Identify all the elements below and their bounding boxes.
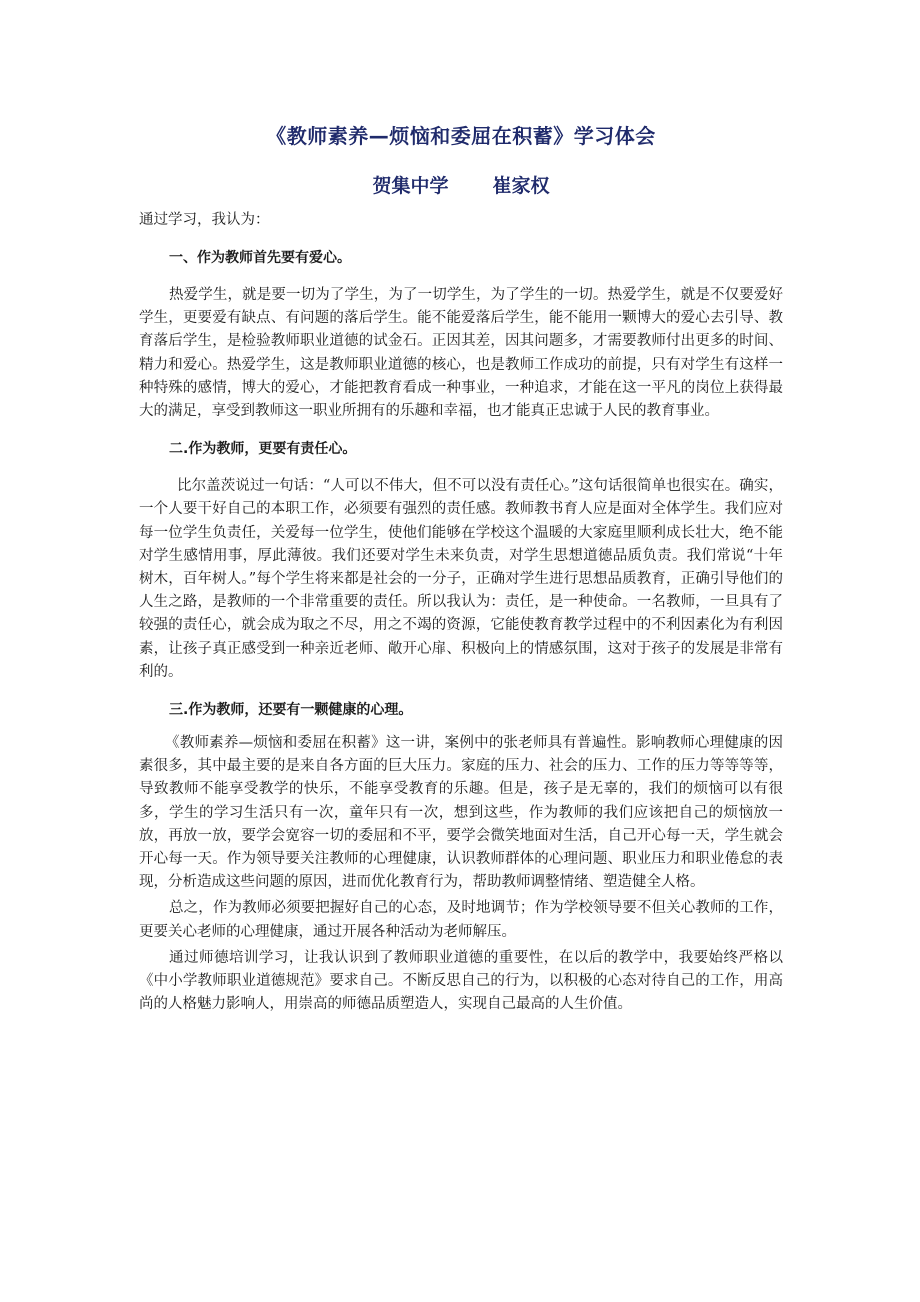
section-heading-2: 二.作为教师，更要有责任心。 bbox=[169, 441, 357, 458]
school-name: 贺集中学 bbox=[372, 175, 449, 197]
author-line bbox=[139, 172, 783, 200]
document-title: 《教师素养—烦恼和委屈在积蓄》学习体会 bbox=[266, 124, 656, 148]
section-paragraph-2: 比尔盖茨说过一句话：“人可以不伟大，但不可以没有责任心。”这句话很简单也很实在。确实，一个人要干好自己的本职工作，必须要有强烈的责任感。教师教书育人应是面对全体学生。我们应对每一位学生负责任，关爱每一位学生，使他们能够在学校这个温暖的大家庭里顺利成长壮大，绝不能对学生感情用事，厚此薄彼。我们还要对学生未来负责，对学生思想道德品质负责。我们常说“十年树木，百年树人。”每个学生将来都是社会的一分子，正确对学生进行思想品质教育，正确引导他们的人生之路，是教师的一个非常重要的责任。所以我认为：责任，是一种使命。一名教师，一旦具有了较强的责任心，就会成为取之不尽，用之不竭的资源，它能使教育教学过程中的不利因素化为有利因素，让孩子真正感受到一种亲近老师、敞开心扉、积极向上的情感氛围，这对于孩子的发展是非常有利的。 bbox=[139, 478, 783, 680]
intro-text: 通过学习，我认为： bbox=[139, 212, 270, 228]
section-heading-1: 一、作为教师首先要有爱心。 bbox=[169, 250, 351, 266]
closing-paragraph: 通过师德培训学习，让我认识到了教师职业道德的重要性，在以后的教学中，我要始终严格以《中小学教师职业道德规范》要求自己。不断反思自己的行为，以积极的心态对待自己的工作，用高尚的人格魅力影响人，用崇高的师德品质塑造人，实现自己最高的人生价值。 bbox=[139, 949, 783, 1013]
section-paragraph-1: 热爱学生，就是要一切为了学生，为了一切学生，为了学生的一切。热爱学生，就是不仅要爱好学生，更要爱有缺点、有问题的落后学生。能不能爱落后学生，能不能用一颗博大的爱心去引导、教育落后学生，是检验教师职业道德的试金石。正因其差，因其问题多，才需要教师付出更多的时间、精力和爱心。热爱学生，这是教师职业道德的核心，也是教师工作成功的前提，只有对学生有这样一种特殊的感情，博大的爱心，才能把教育看成一种事业，一种追求，才能在这一平凡的岗位上获得最大的满足，享受到教师这一职业所拥有的乐趣和幸福，也才能真正忠诚于人民的教育事业。 bbox=[139, 287, 783, 420]
conclusion-paragraph: 总之，作为教师必须要把握好自己的心态，及时地调节；作为学校领导要不但关心教师的工作，更要关心老师的心理健康，通过开展各种活动为老师解压。 bbox=[139, 900, 783, 940]
section-heading-3: 三.作为教师，还要有一颗健康的心理。 bbox=[169, 702, 413, 719]
section-paragraph-3: 《教师素养—烦恼和委屈在积蓄》这一讲，案例中的张老师具有普遍性。影响教师心理健康的因素很多，其中最主要的是来自各方面的巨大压力。家庭的压力、社会的压力、工作的压力等等等等，导致教师不能享受教学的快乐，不能享受教育的乐趣。但是，孩子是无辜的，我们的烦恼可以有很多，学生的学习生活只有一次，童年只有一次，想到这些，作为教师的我们应该把自己的烦恼放一放，再放一放，要学会宽容一切的委屈和不平，要学会微笑地面对生活，自己开心每一天，学生就会开心每一天。作为领导要关注教师的心理健康，认识教师群体的心理问题、职业压力和职业倦怠的表现，分析造成这些问题的原因，进而优化教育行为，帮助教师调整情绪、塑造健全人格。 bbox=[139, 735, 783, 891]
author-name: 崔家权 bbox=[492, 175, 550, 197]
document-body bbox=[139, 116, 783, 1016]
